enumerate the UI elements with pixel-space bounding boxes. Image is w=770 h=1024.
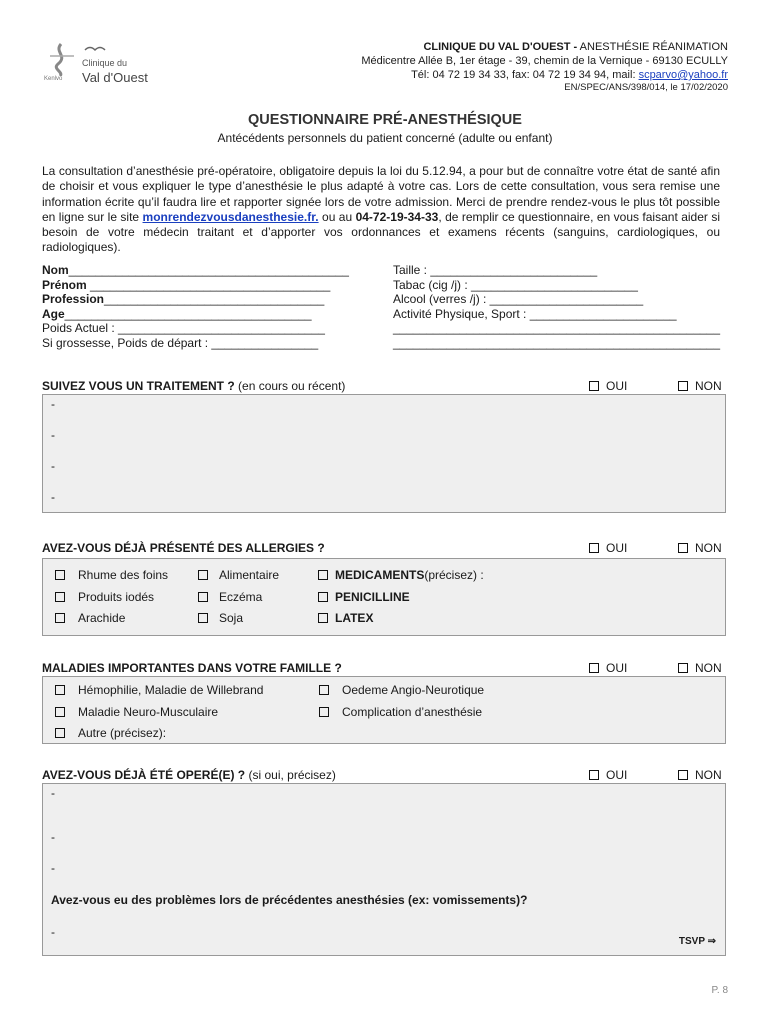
clinic-contact: Tél: 04 72 19 34 33, fax: 04 72 19 34 94, mail: [411, 69, 639, 81]
intro-text-1: La consultation d’anesthésie pré-opératoire, obligatoire depuis la loi du 5.12.94, a pour but de connaître votre état de santé afin de choisir et vous expliquer le type d’anesthésie le plus adapté à votre cas. Lors de cette consultation, vous sera remise une information écrite qu’il faudra lire et rapporter signée lors de votre admission. Merci de prendre rendez-vous le plus tôt possible en ligne sur le site [42, 164, 720, 224]
allergy-arachide[interactable] [55, 611, 125, 625]
field-activite[interactable]: Activité Physique, Sport : ______________________ [393, 306, 677, 321]
checkbox[interactable] [198, 613, 208, 623]
clinic-name: CLINIQUE DU VAL D'OUEST - [423, 41, 578, 53]
intro-paragraph [42, 164, 720, 256]
dash: - [51, 786, 55, 800]
clinic-address: Médicentre Allée B, 1er étage - 39, chemin de la Vernique - 69130 ECULLY [361, 55, 728, 67]
clinic-header [361, 40, 728, 94]
allergy-medicaments[interactable] [318, 568, 484, 582]
field-taille[interactable]: Taille : _________________________ [393, 263, 598, 277]
clinic-service: ANESTHÉSIE RÉANIMATION [579, 41, 728, 53]
option-label: Autre (précisez): [78, 726, 167, 740]
option-label: Rhume des foins [78, 568, 169, 582]
non-option[interactable] [678, 661, 722, 675]
option-label: Arachide [78, 611, 126, 625]
field-tabac[interactable]: Tabac (cig /j) : _________________________ [393, 277, 638, 292]
option-label: Eczéma [219, 590, 263, 604]
field-profession[interactable] [42, 292, 349, 307]
field-label: Nom [42, 263, 69, 277]
question-title: AVEZ-VOUS DÉJÀ ÉTÉ OPERÉ(E) ? [42, 768, 246, 782]
allergy-eczema[interactable] [198, 590, 262, 604]
field-blank-line[interactable]: _________________________________________________ [393, 321, 721, 335]
field-line: __________________________________________ [68, 263, 349, 277]
question-title: SUIVEZ VOUS UN TRAITEMENT ? [42, 379, 235, 393]
oui-option[interactable] [589, 541, 627, 555]
oui-label: OUI [606, 768, 628, 782]
field-prenom[interactable] [42, 278, 349, 293]
page-subtitle: Antécédents personnels du patient concerné (adulte ou enfant) [217, 131, 553, 145]
intro-text-3: , de remplir ce questionnaire, en vous faisant aider si besoin de votre médecin traitant et d’apporter vos ordonnances et examens récents (sanguins, cardiologiques, ou radiologiques). [42, 209, 720, 255]
patient-fields-left [42, 263, 349, 350]
allergy-latex[interactable] [318, 611, 373, 625]
anesthesia-problems-question: Avez-vous eu des problèmes lors de précédentes anesthésies (ex: vomissements)? [51, 893, 528, 907]
maladie-complication[interactable] [319, 705, 482, 719]
non-option[interactable] [678, 379, 722, 393]
field-line: _________________________________ [104, 292, 325, 306]
allergy-alimentaire[interactable] [198, 568, 279, 582]
question-maladies-famille: MALADIES IMPORTANTES DANS VOTRE FAMILLE ? [42, 661, 342, 675]
checkbox[interactable] [55, 685, 65, 695]
field-alcool[interactable]: Alcool (verres /j) : _______________________ [393, 292, 644, 306]
question-traitement [42, 379, 345, 393]
checkbox[interactable] [55, 613, 65, 623]
checkbox[interactable] [678, 543, 688, 553]
option-label: Hémophilie, Maladie de Willebrand [78, 683, 264, 697]
question-note: (si oui, précisez) [245, 768, 336, 782]
tsvp-label: TSVP ⇒ [678, 936, 716, 947]
option-label: PENICILLINE [335, 590, 410, 604]
non-option[interactable] [678, 768, 722, 782]
question-allergies: AVEZ-VOUS DÉJÀ PRÉSENTÉ DES ALLERGIES ? [42, 541, 325, 555]
maladie-autre[interactable] [55, 726, 166, 740]
patient-fields-right [393, 263, 720, 350]
checkbox[interactable] [198, 570, 208, 580]
checkbox[interactable] [318, 592, 328, 602]
email-link[interactable]: scparvo@yahoo.fr [638, 69, 728, 81]
field-label: Prénom [42, 277, 87, 292]
option-label: Soja [219, 611, 244, 625]
field-line: ____________________________________ [86, 277, 331, 292]
dash: - [51, 459, 55, 473]
checkbox[interactable] [678, 381, 688, 391]
field-line: _____________________________________ [64, 306, 312, 321]
checkbox[interactable] [589, 543, 599, 553]
maladie-neuro[interactable] [55, 705, 218, 719]
checkbox[interactable] [589, 663, 599, 673]
field-label: Poids Actuel : [42, 321, 115, 335]
field-line: _______________________________ [114, 321, 325, 335]
field-line: ________________ [208, 335, 319, 350]
dash: - [51, 490, 55, 504]
option-label: LATEX [335, 611, 374, 625]
checkbox[interactable] [678, 770, 688, 780]
dash: - [51, 830, 55, 844]
non-label: NON [695, 661, 722, 675]
checkbox[interactable] [55, 570, 65, 580]
checkbox[interactable] [589, 381, 599, 391]
allergy-rhume[interactable] [55, 568, 168, 582]
bird-icon [84, 44, 106, 54]
logo-small: Kenlvo [44, 76, 63, 82]
logo-line1: Clinique du [82, 58, 128, 68]
checkbox[interactable] [319, 707, 329, 717]
phone-number: 04-72-19-34-33 [355, 209, 439, 224]
checkbox[interactable] [55, 592, 65, 602]
dash: - [51, 925, 55, 939]
field-label: Age [42, 306, 65, 321]
field-poids[interactable] [42, 321, 349, 336]
field-grossesse[interactable] [42, 336, 349, 351]
logo-mark-icon [44, 42, 78, 76]
page-number: P. 8 [711, 985, 728, 996]
option-label: Oedeme Angio-Neurotique [342, 683, 485, 697]
oui-label: OUI [606, 661, 628, 675]
checkbox[interactable] [318, 570, 328, 580]
dash: - [51, 861, 55, 875]
maladie-oedeme[interactable] [319, 683, 484, 697]
field-blank-line[interactable]: _________________________________________________ [393, 335, 721, 350]
oui-option[interactable] [589, 768, 627, 782]
field-age[interactable] [42, 307, 349, 322]
intro-text-2: ou au [318, 209, 356, 224]
non-option[interactable] [678, 541, 722, 555]
allergy-penicilline[interactable] [318, 590, 410, 604]
dash: - [51, 397, 55, 411]
field-label: Profession [42, 292, 105, 306]
non-label: NON [695, 541, 722, 555]
logo-line2: Val d'Ouest [82, 70, 148, 85]
oui-option[interactable] [589, 661, 627, 675]
question-operations [42, 768, 336, 782]
allergy-iodes[interactable] [55, 590, 154, 604]
document-reference: EN/SPEC/ANS/398/014, le 17/02/2020 [564, 82, 728, 93]
field-nom[interactable] [42, 263, 349, 278]
oui-label: OUI [606, 379, 628, 393]
checkbox[interactable] [55, 707, 65, 717]
page-title: QUESTIONNAIRE PRÉ-ANESTHÉSIQUE [248, 112, 522, 128]
operations-answer-box[interactable] [42, 783, 726, 956]
website-link[interactable]: monrendezvousdanesthesie.fr. [142, 209, 319, 224]
question-note: (en cours ou récent) [234, 379, 346, 393]
option-label: Complication d’anesthésie [342, 705, 483, 719]
non-label: NON [695, 768, 722, 782]
checkbox[interactable] [55, 728, 65, 738]
traitement-answer-box[interactable] [42, 394, 726, 513]
checkbox[interactable] [589, 770, 599, 780]
checkbox[interactable] [318, 613, 328, 623]
allergies-box [42, 558, 726, 636]
option-label: Alimentaire [219, 568, 280, 582]
option-label: Maladie Neuro-Musculaire [78, 705, 219, 719]
maladies-box [42, 676, 726, 744]
dash: - [51, 428, 55, 442]
oui-option[interactable] [589, 379, 627, 393]
non-label: NON [695, 379, 722, 393]
oui-label: OUI [606, 541, 628, 555]
option-note: (précisez) : [424, 568, 484, 582]
option-label: Produits iodés [78, 590, 155, 604]
checkbox[interactable] [198, 592, 208, 602]
field-label: Si grossesse, Poids de départ : [42, 335, 209, 350]
option-label: MEDICAMENTS [335, 568, 425, 582]
checkbox[interactable] [678, 663, 688, 673]
allergy-soja[interactable] [198, 611, 243, 625]
maladie-hemophilie[interactable] [55, 683, 263, 697]
clinic-logo [40, 40, 170, 88]
checkbox[interactable] [319, 685, 329, 695]
